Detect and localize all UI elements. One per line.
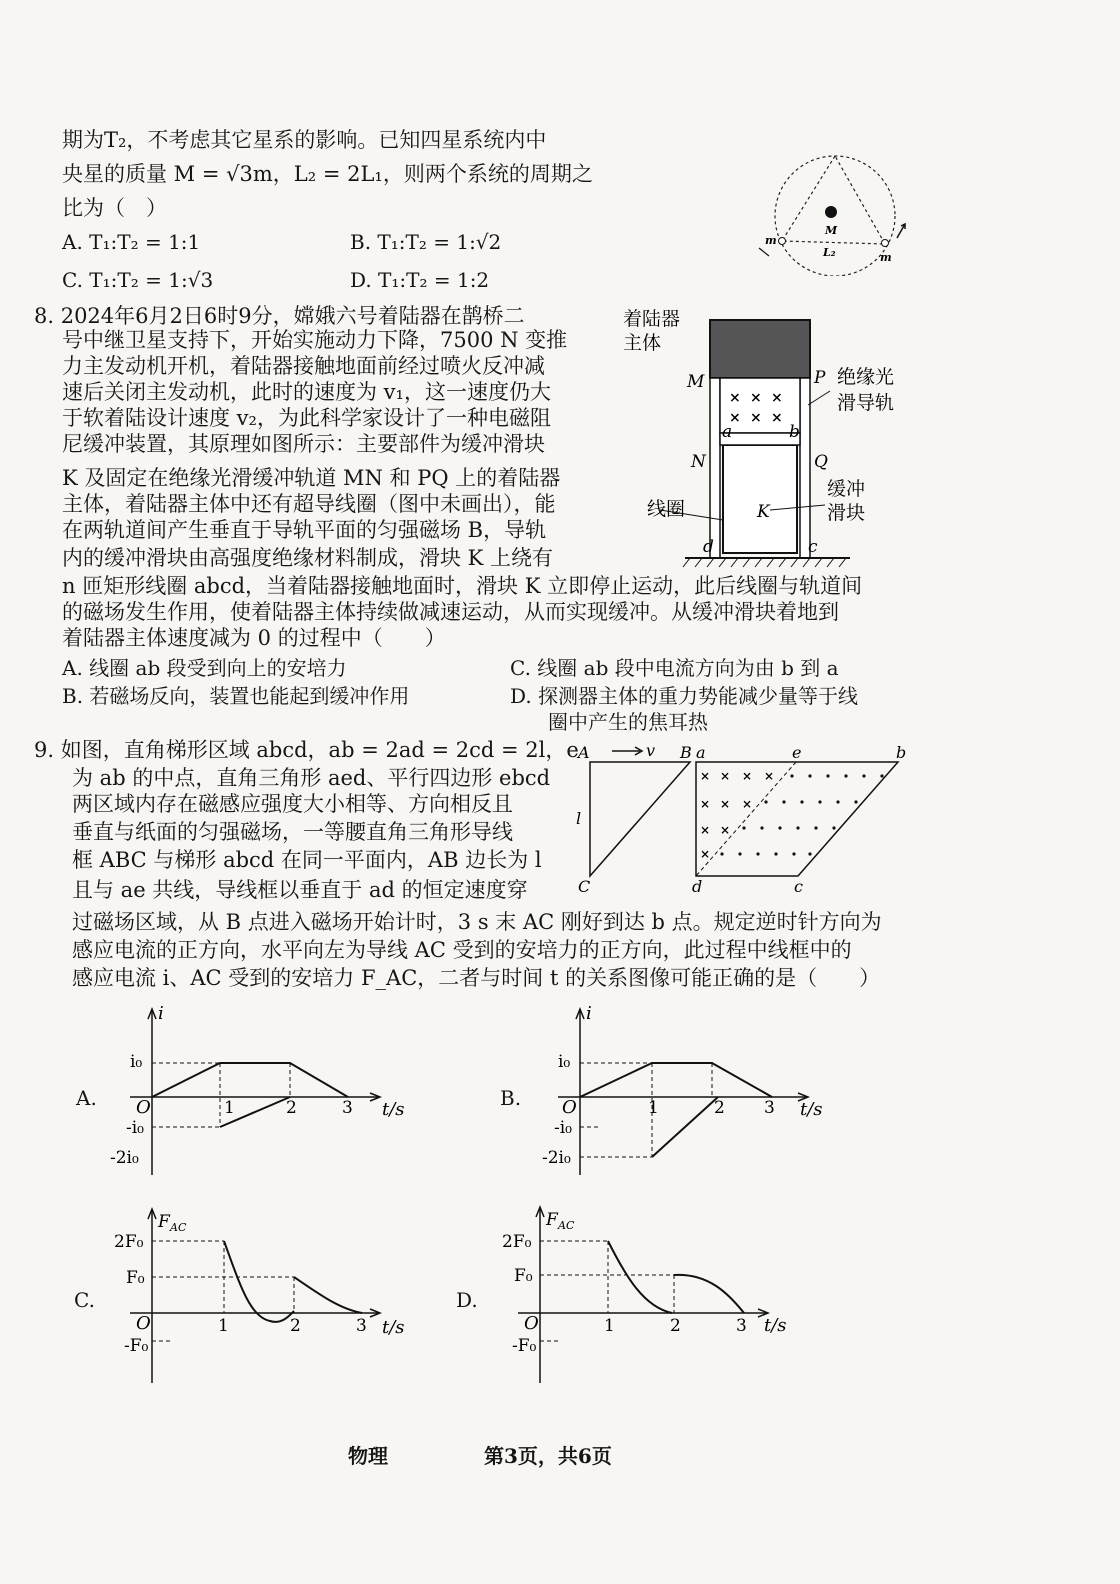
- q8-line-8: 主体，着陆器主体中还有超导线圈（图中未画出），能: [62, 492, 556, 516]
- graph-b-tick-2: 2: [714, 1098, 725, 1118]
- rail-left: [710, 378, 720, 558]
- graph-a-tick-i0: i₀: [130, 1052, 143, 1072]
- label-slider-2: 滑块: [827, 502, 866, 524]
- svg-text:×: ×: [750, 410, 762, 426]
- graph-a-tick-3: 3: [342, 1098, 353, 1118]
- label-c: c: [794, 877, 803, 896]
- label-slider-1: 缓冲: [827, 478, 866, 500]
- q9-line-2: 为 ab 的中点，直角三角形 aed、平行四边形 ebcd: [72, 766, 551, 790]
- ground-hatch: [683, 558, 846, 567]
- svg-text:×: ×: [720, 769, 731, 783]
- label-rail-1: 绝缘光: [837, 366, 895, 388]
- graph-b-x-label: t/s: [800, 1099, 823, 1120]
- graph-a: [100, 1005, 420, 1180]
- graph-b-tick-neg-2i0: -2i₀: [542, 1148, 571, 1168]
- label-main-body-2: 主体: [623, 332, 662, 354]
- q8-option-b: B. 若磁场反向，装置也能起到缓冲作用: [62, 684, 410, 708]
- q7-line-2: 央星的质量 M = √3m，L₂ = 2L₁，则两个系统的周期之: [62, 162, 593, 186]
- q8-option-d: D. 探测器主体的重力势能减少量等于线: [510, 684, 859, 708]
- graph-b-curve-lower: [652, 1097, 718, 1157]
- graph-c-origin: O: [136, 1313, 151, 1334]
- graph-d-x-label: t/s: [764, 1315, 787, 1336]
- label-Q: Q: [814, 452, 828, 472]
- graph-c-tick-1: 1: [218, 1316, 229, 1336]
- svg-text:×: ×: [742, 797, 753, 811]
- q8-line-9: 在两轨道间产生垂直于导轨平面的匀强磁场 B，导轨: [62, 518, 547, 542]
- svg-text:×: ×: [771, 390, 783, 406]
- q9-field-figure: [572, 740, 912, 896]
- center-mass: [825, 206, 837, 218]
- label-b: b: [789, 422, 800, 442]
- svg-text:×: ×: [700, 823, 711, 837]
- label-e: e: [792, 743, 802, 762]
- label-l: l: [576, 809, 582, 828]
- label-d: d: [692, 877, 703, 896]
- svg-text:×: ×: [750, 390, 762, 406]
- footer-page-number: 第3页，共6页: [484, 1444, 612, 1468]
- svg-text:×: ×: [729, 410, 741, 426]
- label-a: a: [696, 743, 706, 762]
- label-B: B: [680, 743, 692, 762]
- graph-d-tick-2f0: 2F₀: [502, 1232, 532, 1252]
- graph-a-curve-upper: [152, 1063, 348, 1097]
- svg-text:×: ×: [764, 769, 775, 783]
- q9-line-1: 9. 如图，直角梯形区域 abcd，ab = 2ad = 2cd = 2l，e: [34, 738, 579, 762]
- q8-line-4: 速后关闭主发动机，此时的速度为 v₁，这一速度仍大: [62, 380, 551, 404]
- q8-line-13: 着陆器主体速度减为 0 的过程中（ ）: [62, 626, 446, 650]
- cross-field: [700, 769, 774, 861]
- q8-lander-figure: [615, 305, 935, 575]
- graph-d-curve-2: [674, 1275, 744, 1313]
- graph-b-tick-1: 1: [648, 1098, 659, 1118]
- q7-line-3: 比为（ ）: [62, 196, 167, 220]
- graph-a-origin: O: [136, 1097, 151, 1118]
- q9-line-8: 感应电流的正方向，水平向左为导线 AC 受到的安培力的正方向，此过程中线框中的: [72, 938, 852, 962]
- label-m-left: m: [765, 234, 777, 247]
- graph-b-y-label: i: [586, 1005, 592, 1024]
- svg-text:×: ×: [742, 769, 753, 783]
- label-main-body-1: 着陆器: [623, 308, 681, 330]
- svg-text:×: ×: [700, 847, 711, 861]
- graph-a-tick-neg-i0: -i₀: [126, 1118, 144, 1138]
- graph-d-label: D.: [456, 1288, 478, 1312]
- label-b: b: [896, 743, 907, 762]
- q9-line-7: 过磁场区域，从 B 点进入磁场开始计时，3 s 末 AC 刚好到达 b 点。规定逆时针方向为: [72, 910, 882, 934]
- graph-d-y-label: F: [546, 1210, 558, 1230]
- graph-a-label: A.: [76, 1086, 97, 1110]
- q9-line-5: 框 ABC 与梯形 abcd 在同一平面内，AB 边长为 l: [72, 848, 542, 872]
- velocity-arrow: [897, 224, 905, 238]
- triangle-frame: [590, 762, 690, 876]
- svg-text:×: ×: [720, 823, 731, 837]
- svg-text:×: ×: [771, 410, 783, 426]
- buffer-slider: [723, 445, 797, 553]
- graph-d-y-sub: AC: [558, 1219, 575, 1232]
- graph-b-curve-upper: [580, 1063, 772, 1097]
- label-a: a: [722, 422, 733, 442]
- q7-option-a: A. T₁:T₂ = 1:1: [62, 230, 201, 254]
- graph-d-tick-f0: F₀: [514, 1266, 533, 1286]
- graph-d-tick-1: 1: [604, 1316, 615, 1336]
- footer-subject: 物理: [348, 1444, 388, 1468]
- label-v: v: [646, 741, 656, 760]
- graph-c-curve-2: [294, 1277, 362, 1313]
- left-mass: [779, 238, 786, 245]
- q8-line-1: 8. 2024年6月2日6时9分，嫦娥六号着陆器在鹊桥二: [34, 304, 525, 328]
- graph-a-tick-1: 1: [224, 1098, 235, 1118]
- label-L2: L₂: [823, 246, 836, 259]
- label-P: P: [814, 368, 826, 388]
- graph-d-curve-1: [608, 1241, 672, 1313]
- graph-b-tick-neg-i0: -i₀: [554, 1118, 572, 1138]
- q8-option-c: C. 线圈 ab 段中电流方向为由 b 到 a: [510, 656, 839, 680]
- q8-line-2: 号中继卫星支持下，开始实施动力下降，7500 N 变推: [62, 328, 568, 352]
- q8-line-7: K 及固定在绝缘光滑缓冲轨道 MN 和 PQ 上的着陆器: [62, 466, 561, 490]
- graph-d: [488, 1203, 808, 1385]
- graph-a-x-label: t/s: [382, 1099, 405, 1120]
- q9-line-3: 两区域内存在磁感应强度大小相等、方向相反且: [72, 792, 513, 816]
- q7-line-1: 期为T₂，不考虑其它星系的影响。已知四星系统内中: [62, 128, 547, 152]
- label-d: d: [703, 537, 714, 557]
- svg-text:×: ×: [700, 797, 711, 811]
- graph-c-tick-3: 3: [356, 1316, 367, 1336]
- label-m-right: m: [880, 251, 892, 264]
- q8-line-12: 的磁场发生作用，使着陆器主体持续做减速运动，从而实现缓冲。从缓冲滑块着地到: [62, 600, 839, 624]
- graph-b-origin: O: [562, 1097, 577, 1118]
- graph-c-tick-f0: F₀: [126, 1268, 145, 1288]
- q7-option-b: B. T₁:T₂ = 1:√2: [350, 230, 502, 254]
- graph-d-origin: O: [524, 1313, 539, 1334]
- graph-a-tick-2: 2: [286, 1098, 297, 1118]
- q8-line-6: 尼缓冲装置，其原理如图所示：主要部件为缓冲滑块: [62, 432, 545, 456]
- graph-c-y-sub: AC: [170, 1221, 187, 1234]
- graph-d-tick-neg-f0: -F₀: [512, 1336, 537, 1356]
- graph-c-x-label: t/s: [382, 1317, 405, 1338]
- q9-line-6: 且与 ae 共线，导线框以垂直于 ad 的恒定速度穿: [72, 878, 528, 902]
- label-M: M: [687, 372, 705, 392]
- graph-b-label: B.: [500, 1086, 522, 1110]
- lander-body: [710, 320, 810, 378]
- label-A: A: [578, 743, 590, 762]
- label-coil: 线圈: [647, 498, 686, 520]
- q8-option-a: A. 线圈 ab 段受到向上的安培力: [62, 656, 347, 680]
- graph-d-tick-3: 3: [736, 1316, 747, 1336]
- q8-option-d-cont: 圈中产生的焦耳热: [548, 710, 708, 734]
- dot-field: [720, 774, 883, 855]
- q9-line-9: 感应电流 i、AC 受到的安培力 F_AC，二者与时间 t 的关系图像可能正确的是（ ）: [72, 966, 881, 990]
- graph-b: [528, 1005, 848, 1180]
- svg-text:×: ×: [700, 769, 711, 783]
- svg-text:×: ×: [729, 390, 741, 406]
- graph-c-tick-2: 2: [290, 1316, 301, 1336]
- q8-line-5: 于软着陆设计速度 v₂，为此科学家设计了一种电磁阻: [62, 406, 551, 430]
- graph-c-y-label: F: [158, 1212, 170, 1232]
- svg-text:×: ×: [720, 797, 731, 811]
- label-N: N: [691, 452, 706, 472]
- graph-b-tick-i0: i₀: [558, 1052, 571, 1072]
- label-M: M: [825, 224, 838, 237]
- q8-line-10: 内的缓冲滑块由高强度绝缘材料制成，滑块 K 上绕有: [62, 546, 554, 570]
- graph-c-tick-neg-f0: -F₀: [124, 1336, 149, 1356]
- q8-line-3: 力主发动机开机，着陆器接触地面前经过喷火反冲减: [62, 354, 545, 378]
- graph-c-curve-1: [224, 1241, 294, 1322]
- label-C: C: [578, 877, 591, 896]
- label-K: K: [757, 502, 770, 522]
- graph-c-tick-2f0: 2F₀: [114, 1232, 144, 1252]
- q8-line-11: n 匝矩形线圈 abcd，当着陆器接触地面时，滑块 K 立即停止运动，此后线圈与轨道间: [62, 574, 863, 598]
- q9-line-4: 垂直与纸面的匀强磁场，一等腰直角三角形导线: [72, 820, 513, 844]
- right-mass: [882, 240, 889, 247]
- graph-d-tick-2: 2: [670, 1316, 681, 1336]
- q7-option-d: D. T₁:T₂ = 1:2: [350, 268, 490, 292]
- label-c: c: [808, 537, 818, 557]
- q7-star-figure: [755, 146, 935, 276]
- graph-c: [100, 1205, 420, 1385]
- graph-c-label: C.: [74, 1288, 95, 1312]
- q7-option-c: C. T₁:T₂ = 1:√3: [62, 268, 214, 292]
- graph-a-y-label: i: [158, 1005, 164, 1024]
- graph-a-tick-neg-2i0: -2i₀: [110, 1148, 139, 1168]
- label-rail-2: 滑导轨: [837, 392, 895, 414]
- graph-b-tick-3: 3: [764, 1098, 775, 1118]
